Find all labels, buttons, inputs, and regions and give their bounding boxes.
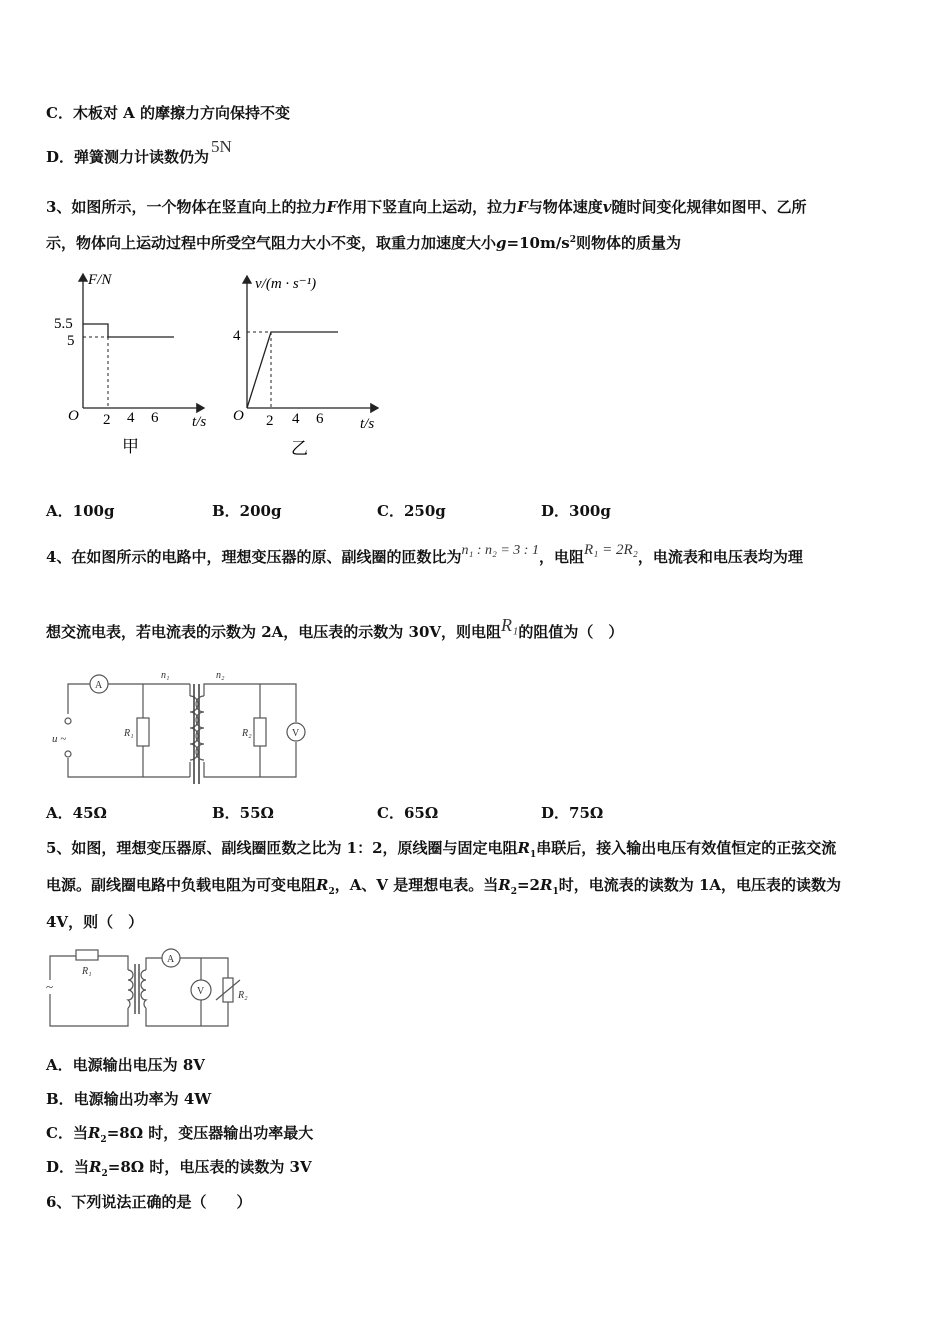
f-tick-6: 6 <box>151 410 159 426</box>
f-tick-2: 2 <box>103 412 111 428</box>
v-tick-4: 4 <box>233 328 241 344</box>
q4-voltmeter-label: V <box>292 728 300 739</box>
q5-option-d[interactable]: D．当$R_2=8\Omega$ 时，电压表的读数为 3V <box>46 1158 312 1179</box>
v-t-chart <box>233 276 378 458</box>
v-tick-4-x: 4 <box>292 411 300 427</box>
v-tick-2: 2 <box>266 413 274 429</box>
f-x-label: t/s <box>192 414 207 430</box>
q4-r1-resistor <box>137 718 149 746</box>
q4-option-c[interactable]: C．65Ω <box>377 804 439 822</box>
q4-secondary-coil <box>196 696 204 760</box>
f-caption: 甲 <box>122 437 139 456</box>
q4-stem-line2: 想交流电表，若电流表的示数为 2A，电压表的示数为 30V，则电阻R₁的阻值为（ ） <box>46 615 624 641</box>
v-axis-label: v/(m · s⁻¹) <box>255 276 317 292</box>
q5-wire-primary-bottom <box>50 994 128 1026</box>
q2-option-c: C．木板对 A 的摩擦力方向保持不变 <box>46 104 291 122</box>
q4-option-a[interactable]: A．45Ω <box>46 804 107 822</box>
q3-option-d[interactable]: D．300g <box>541 502 611 520</box>
q4-source-label: u ~ <box>52 733 67 745</box>
q3-option-b[interactable]: B．200g <box>212 502 282 520</box>
q5-stem-line3: 4V，则（ ） <box>46 913 144 931</box>
q4-wire-primary-top-left <box>68 684 90 714</box>
q5-secondary-coil <box>141 970 146 1008</box>
q5-wire-secondary-bottom <box>146 1002 228 1026</box>
q5-r1-label: R₁ <box>82 966 92 977</box>
q5-r2-label: R₂ <box>238 990 248 1001</box>
q4-r2-label: R₂ <box>242 728 252 739</box>
q5-option-c[interactable]: C．当$R_2=8\Omega$ 时，变压器输出功率最大 <box>46 1124 314 1145</box>
q4-n1-label: n₁ <box>161 670 170 681</box>
q2-option-d: D．弹簧测力计读数仍为5N <box>46 137 232 166</box>
q5-r1-resistor <box>76 950 98 960</box>
f-tick-5-5: 5.5 <box>54 316 73 332</box>
q5-primary-coil <box>128 970 133 1008</box>
q5-source-symbol: ~ <box>46 979 54 994</box>
q5-r2-arrow <box>216 980 240 1000</box>
q4-option-d[interactable]: D．75Ω <box>541 804 604 822</box>
q5-wire-primary-top-left <box>50 956 76 980</box>
q3-charts-figure <box>46 262 406 468</box>
f-axis-label: F/N <box>88 272 112 288</box>
f-tick-4: 4 <box>127 410 135 426</box>
q4-wire-primary-bottom <box>68 758 190 777</box>
q4-r2-resistor <box>254 718 266 746</box>
q5-wire-secondary-top-left <box>146 958 162 970</box>
q4-n2-label: n₂ <box>216 670 225 681</box>
q4-stem-line1: 4、在如图所示的电路中，理想变压器的原、副线圈的匝数比为n₁ : n₂ = 3 : 1，电阻R₁ = 2R₂，电流表和电压表均为理 <box>46 542 803 566</box>
q3-stem-line2: 示，物体向上运动过程中所受空气阻力大小不变，取重力加速度大小$g=10m/s^2$则物体的质量为 <box>46 234 682 252</box>
f-t-chart <box>54 272 206 456</box>
f-tick-5: 5 <box>67 333 75 349</box>
q5-wire-secondary-top-right <box>180 958 228 978</box>
v-caption: 乙 <box>291 439 308 458</box>
q4-wire-secondary-top <box>204 684 296 722</box>
q3-stem-line1: 3、如图所示，一个物体在竖直向上的拉力F作用下竖直向上运动，拉力F与物体速度v随时间变化规律如图甲、乙所 <box>46 198 807 216</box>
q4-wire-secondary-bottom <box>204 742 296 777</box>
q3-option-c[interactable]: C．250g <box>377 502 446 520</box>
q4-ammeter-label: A <box>95 680 103 691</box>
q5-voltmeter-label: V <box>197 986 205 997</box>
q5-option-b[interactable]: B．电源输出功率为 4W <box>46 1090 212 1108</box>
q5-ammeter-label: A <box>167 954 175 965</box>
q5-option-a[interactable]: A．电源输出电压为 8V <box>46 1056 205 1074</box>
v-series-line <box>247 332 338 408</box>
q5-circuit <box>46 944 266 1030</box>
q4-r1-label: R₁ <box>124 728 134 739</box>
q4-option-b[interactable]: B．55Ω <box>212 804 274 822</box>
v-x-label: t/s <box>360 416 375 432</box>
f-origin: O <box>68 408 79 424</box>
q3-option-a[interactable]: A．100g <box>46 502 115 520</box>
q5-stem-line1: 5、如图，理想变压器原、副线圈匝数之比为 1：2，原线圈与固定电阻$R_1$串联后，接入输出电压有效值恒定的正弦交流 <box>46 839 837 860</box>
q5-wire-primary-top-right <box>98 956 128 970</box>
f-series-line <box>83 324 174 337</box>
q4-circuit <box>46 666 316 788</box>
q4-terminal-top <box>65 718 71 724</box>
v-tick-6: 6 <box>316 411 324 427</box>
q5-stem-line2: 电源。副线圈电路中负载电阻为可变电阻$R_2$，A、V 是理想电表。当$R_2=2R_1$时，电流表的读数为 1A，电压表的读数为 <box>46 876 842 897</box>
q4-terminal-bottom <box>65 751 71 757</box>
v-origin: O <box>233 408 244 424</box>
q6-stem: 6、下列说法正确的是（ ） <box>46 1193 252 1211</box>
